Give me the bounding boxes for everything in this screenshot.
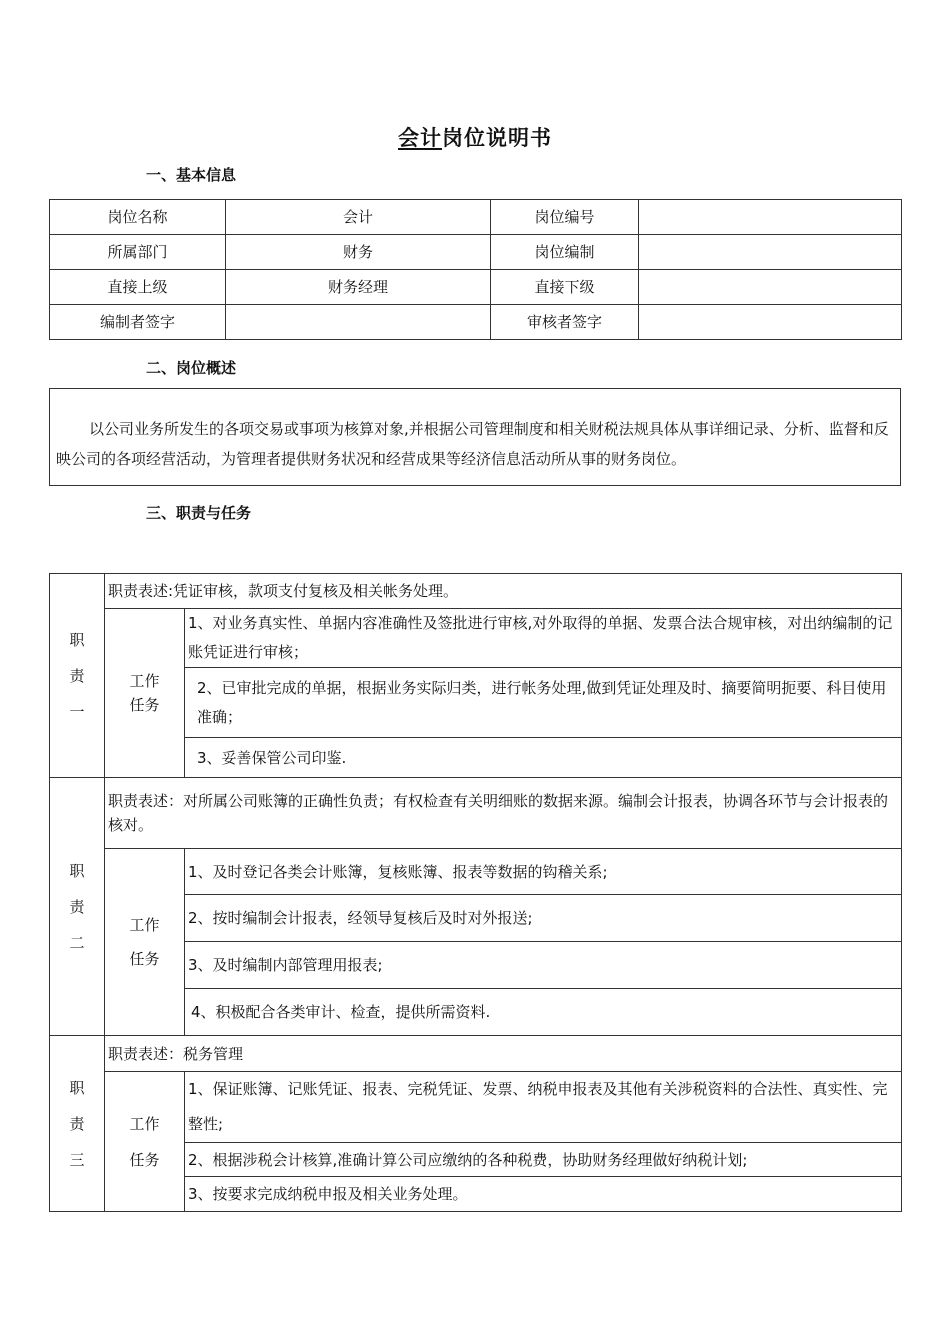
table-row	[50, 1072, 902, 1143]
info-cell: 会计	[226, 200, 491, 235]
info-cell: 岗位编号	[491, 200, 639, 235]
task-item: 3、及时编制内部管理用报表;	[185, 942, 902, 989]
overview-text: 以公司业务所发生的各项交易或事项为核算对象,并根据公司管理制度和相关财税法规具体从事详细记录、分析、监督和反映公司的各项经营活动，为管理者提供财务状况和经营成果等经济信息活动所从事的财务岗位。	[56, 420, 889, 468]
duty-label-1	[50, 574, 105, 778]
work-label-line: 工作	[129, 672, 160, 690]
duty-label-char: 职	[69, 1078, 85, 1097]
info-cell: 岗位编制	[491, 235, 639, 270]
duty-statement: 职责表述:凭证审核，款项支付复核及相关帐务处理。	[105, 574, 902, 609]
duty-label-char: 责	[69, 1114, 85, 1133]
info-cell: 财务	[226, 235, 491, 270]
duty-label-3	[50, 1036, 105, 1212]
title-underlined: 会计	[398, 126, 442, 150]
info-cell: 所属部门	[50, 235, 226, 270]
duty-statement: 职责表述：税务管理	[105, 1036, 902, 1072]
table-row	[50, 849, 902, 895]
work-label-line: 任务	[129, 696, 160, 714]
info-cell: 审核者签字	[491, 305, 639, 340]
info-cell: 财务经理	[226, 270, 491, 305]
overview-box	[49, 388, 901, 486]
info-cell	[226, 305, 491, 340]
task-item: 3、妥善保管公司印鉴.	[185, 738, 902, 778]
duty-statement: 职责表述：对所属公司账簿的正确性负责；有权检查有关明细账的数据来源。编制会计报表，协调各环节与会计报表的核对。	[105, 778, 902, 849]
work-label-line: 工作	[129, 1114, 160, 1133]
info-cell: 岗位名称	[50, 200, 226, 235]
duties-table	[49, 573, 902, 1212]
task-item: 2、根据涉税会计核算,准确计算公司应缴纳的各种税费，协助财务经理做好纳税计划;	[185, 1143, 902, 1177]
duty-label-char: 职	[69, 630, 85, 649]
duty-label-char: 三	[69, 1150, 85, 1169]
work-label-line: 任务	[129, 950, 160, 968]
table-row	[50, 200, 902, 235]
task-item: 2、按时编制会计报表，经领导复核后及时对外报送;	[185, 895, 902, 942]
duty-label-char: 责	[69, 666, 85, 685]
work-label-line: 任务	[129, 1150, 160, 1169]
work-task-label	[105, 1072, 185, 1212]
work-task-label	[105, 609, 185, 778]
basic-info-table	[49, 199, 902, 340]
title-rest: 岗位说明书	[442, 126, 552, 150]
table-row	[50, 270, 902, 305]
info-cell	[639, 200, 902, 235]
section-heading-overview: 二、岗位概述	[146, 359, 237, 377]
table-row	[50, 235, 902, 270]
section-heading-duties: 三、职责与任务	[146, 504, 252, 522]
duty-label-char: 职	[69, 861, 85, 880]
table-row	[50, 778, 902, 849]
info-cell: 直接上级	[50, 270, 226, 305]
task-item: 4、积极配合各类审计、检查，提供所需资料.	[185, 989, 902, 1036]
duty-label-2	[50, 778, 105, 1036]
task-item: 1、及时登记各类会计账簿，复核账簿、报表等数据的钩稽关系;	[185, 849, 902, 895]
task-item: 1、保证账簿、记账凭证、报表、完税凭证、发票、纳税申报表及其他有关涉税资料的合法性、真实性、完整性;	[185, 1072, 902, 1143]
info-cell: 直接下级	[491, 270, 639, 305]
info-cell: 编制者签字	[50, 305, 226, 340]
work-label-line: 工作	[129, 916, 160, 934]
duty-label-char: 二	[69, 933, 85, 952]
section-heading-basic-info: 一、基本信息	[146, 166, 237, 184]
table-row	[50, 305, 902, 340]
info-cell	[639, 270, 902, 305]
info-cell	[639, 235, 902, 270]
table-row	[50, 574, 902, 609]
duty-label-char: 责	[69, 897, 85, 916]
duty-label-char: 一	[69, 702, 85, 721]
info-cell	[639, 305, 902, 340]
task-item: 1、对业务真实性、单据内容准确性及签批进行审核,对外取得的单据、发票合法合规审核，对出纳编制的记账凭证进行审核；	[185, 609, 902, 668]
task-item: 2、已审批完成的单据，根据业务实际归类，进行帐务处理,做到凭证处理及时、摘要简明扼要、科目使用准确；	[185, 668, 902, 738]
page-title	[0, 122, 950, 152]
work-task-label	[105, 849, 185, 1036]
table-row	[50, 609, 902, 668]
task-item: 3、按要求完成纳税申报及相关业务处理。	[185, 1177, 902, 1212]
table-row	[50, 1036, 902, 1072]
